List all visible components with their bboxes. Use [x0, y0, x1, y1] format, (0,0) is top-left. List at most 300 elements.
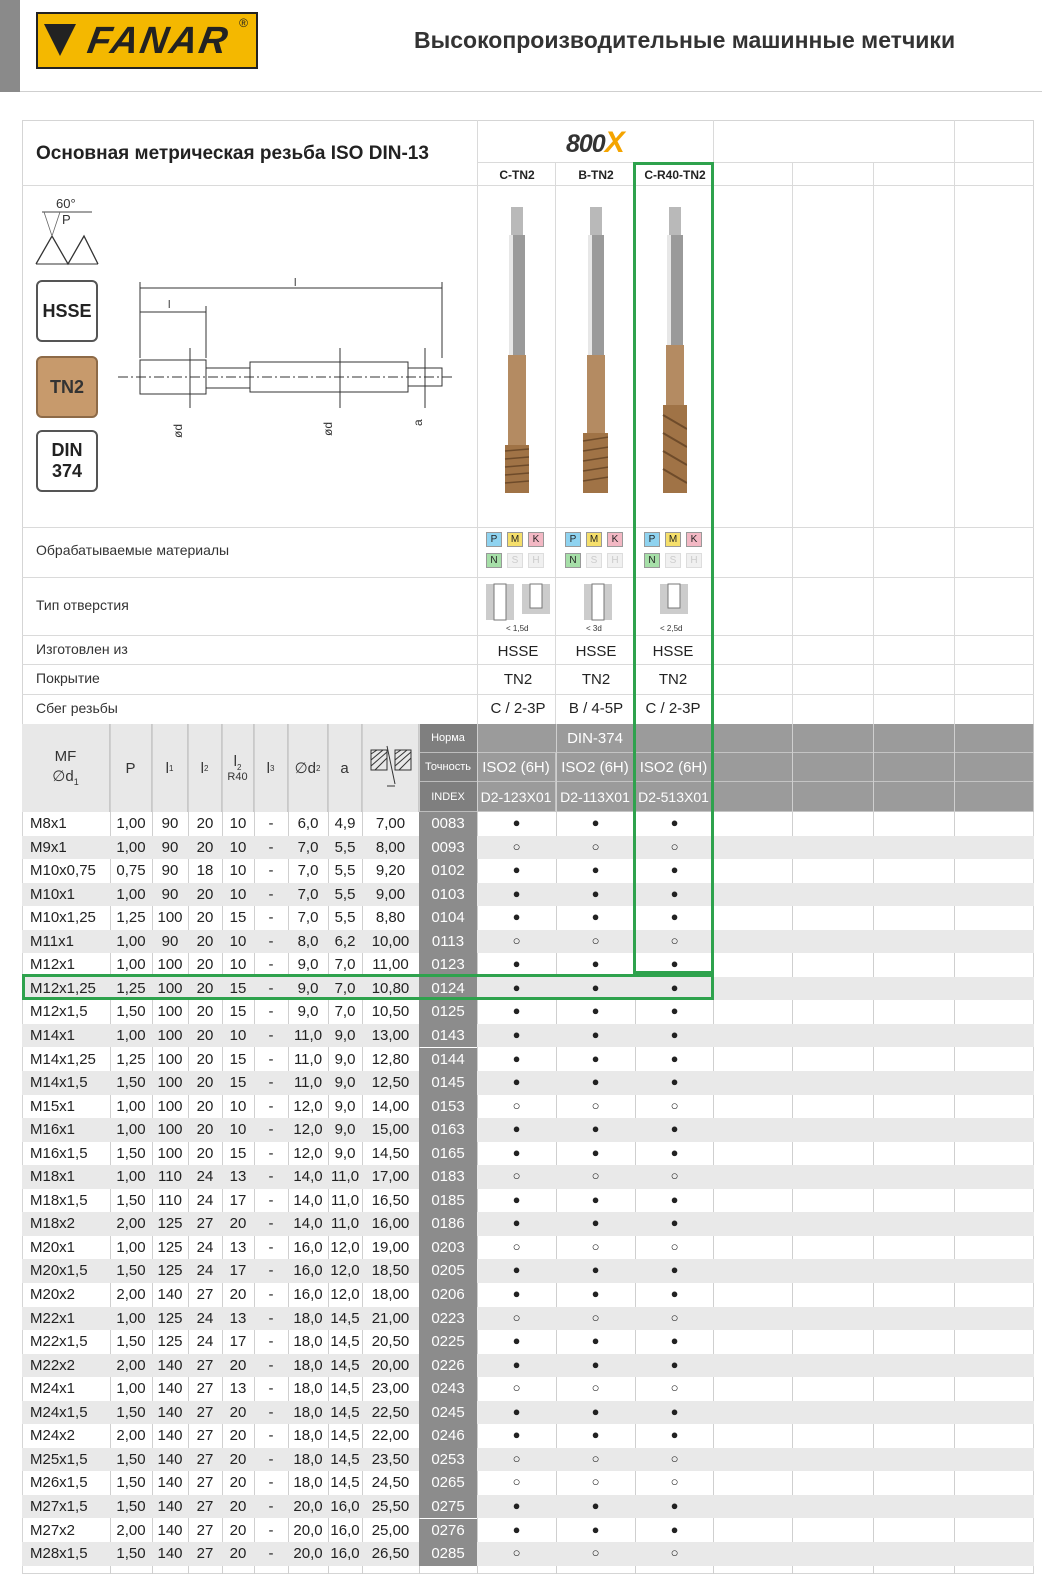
cell-l2r: 13	[229, 1309, 247, 1327]
table-row	[22, 1424, 1034, 1448]
cell-index: 0153	[419, 1095, 477, 1119]
tap-image-c-tn2	[503, 205, 529, 497]
availability-mark: ●	[670, 1121, 679, 1137]
table-row	[22, 1236, 1034, 1260]
cell-p: 2,00	[116, 1356, 146, 1374]
cell-d2: 16,0	[293, 1262, 323, 1280]
cell-p: 2,00	[116, 1521, 146, 1539]
logo-v-mark	[44, 24, 76, 56]
runout-c-r40-tn2: C / 2-3P	[645, 700, 701, 717]
availability-mark: ●	[591, 1121, 600, 1137]
grid-line	[477, 120, 478, 724]
cell-d2: 18,0	[293, 1450, 323, 1468]
cell-mf: M25x1,5	[30, 1450, 88, 1468]
material-m-0: M	[507, 532, 523, 547]
cell-p: 1,25	[116, 979, 146, 997]
norm-value: DIN-374	[567, 729, 623, 747]
cell-index: 0203	[419, 1236, 477, 1260]
cell-index: 0246	[419, 1424, 477, 1448]
cell-l3: -	[268, 838, 274, 856]
badge-din-label: DIN	[51, 440, 83, 461]
hole-type-icon-c-tn2	[484, 582, 556, 634]
cell-l3: -	[268, 815, 274, 832]
cell-l2r: 10	[229, 1026, 247, 1044]
cell-d: 21,00	[371, 1309, 410, 1327]
cell-d: 14,00	[371, 1097, 410, 1115]
cell-mf: M24x1,5	[30, 1403, 88, 1421]
table-row	[22, 1519, 1034, 1543]
cell-l1: 100	[157, 1074, 183, 1092]
cell-d2: 6,0	[297, 815, 319, 832]
cell-l3: -	[268, 1403, 274, 1421]
cell-a: 11,0	[330, 1191, 360, 1209]
cell-index: 0144	[419, 1048, 477, 1072]
cell-p: 2,00	[116, 1215, 146, 1233]
cell-index: 0124	[419, 977, 477, 1001]
availability-mark: ○	[670, 1238, 679, 1254]
availability-mark: ●	[670, 1191, 679, 1207]
cell-index: 0183	[419, 1165, 477, 1189]
brand-800x	[566, 126, 624, 160]
cell-mf: M12x1,5	[30, 1003, 88, 1021]
cell-p: 1,00	[116, 838, 146, 856]
cell-l3: -	[268, 1144, 274, 1162]
cell-l3: -	[268, 1238, 274, 1256]
availability-mark: ○	[512, 1309, 521, 1325]
brand-x-text: X	[604, 126, 624, 159]
cell-l2: 27	[196, 1521, 214, 1539]
col-header-l3: l 3	[254, 724, 288, 812]
grid-line	[873, 162, 874, 724]
cell-a: 11,0	[330, 1215, 360, 1233]
cell-l1: 90	[161, 885, 179, 903]
availability-mark: ●	[591, 1074, 600, 1090]
cell-d2: 12,0	[293, 1121, 323, 1139]
cell-l1: 140	[157, 1356, 183, 1374]
din-374-badge	[36, 430, 98, 492]
table-row	[22, 812, 1034, 836]
availability-mark: ●	[512, 1026, 521, 1042]
cell-l1: 110	[158, 1191, 182, 1209]
table-row	[22, 1189, 1034, 1213]
cell-l2r: 20	[229, 1427, 247, 1445]
cell-p: 1,00	[116, 1238, 146, 1256]
cell-p: 0,75	[116, 862, 146, 880]
cell-l3: -	[268, 1003, 274, 1021]
cell-d2: 7,0	[297, 885, 319, 903]
availability-mark: ●	[512, 1121, 521, 1137]
grid-line	[22, 635, 1034, 636]
cell-a: 9,0	[334, 1074, 356, 1092]
cell-d: 9,00	[375, 885, 406, 903]
cell-a: 7,0	[334, 979, 356, 997]
tap-technical-drawing	[110, 268, 460, 448]
cell-d: 20,00	[371, 1356, 410, 1374]
cell-d: 10,80	[371, 979, 410, 997]
cell-p: 1,50	[116, 1450, 146, 1468]
cell-l3: -	[268, 1545, 274, 1563]
material-n-0: N	[486, 553, 502, 568]
availability-mark: ○	[591, 1309, 600, 1325]
availability-mark: ●	[591, 1427, 600, 1443]
table-row	[22, 1095, 1034, 1119]
col-header-l2-r40: $l_2$ R40	[222, 724, 254, 812]
coating-c-tn2: TN2	[503, 671, 533, 688]
label-coating: Покрытие	[36, 670, 100, 686]
cell-d2: 14,0	[293, 1215, 323, 1233]
cell-d: 8,00	[375, 838, 406, 856]
cell-index: 0275	[419, 1495, 477, 1519]
col-header-a: a	[328, 724, 362, 812]
cell-l2: 20	[196, 956, 214, 974]
cell-p: 1,25	[116, 1050, 146, 1068]
availability-mark: ○	[512, 1545, 521, 1561]
availability-mark: ○	[512, 1168, 521, 1184]
availability-mark: ●	[591, 1144, 600, 1160]
cell-l2: 27	[196, 1474, 214, 1492]
cell-d: 19,00	[371, 1238, 410, 1256]
accuracy-label: Точность	[419, 753, 477, 782]
cell-d2: 18,0	[293, 1403, 323, 1421]
availability-mark: ●	[670, 909, 679, 925]
cell-l2: 27	[196, 1427, 214, 1445]
availability-mark: ○	[591, 1380, 600, 1396]
material-h-0: H	[528, 553, 544, 568]
availability-mark: ●	[670, 1050, 679, 1066]
product-code-c-r40-tn2: C-R40-TN2	[644, 168, 706, 182]
cell-p: 2,00	[116, 1286, 146, 1303]
index-c-r40-tn2: D2-513X01	[635, 782, 713, 812]
table-row	[22, 836, 1034, 860]
cell-l2: 24	[196, 1309, 214, 1327]
cell-d2: 11,0	[293, 1026, 323, 1044]
cell-l2: 24	[196, 1262, 214, 1280]
col-header-d2: ∅d 2	[288, 724, 328, 812]
cell-l1: 100	[157, 956, 183, 974]
cell-l3: -	[268, 1050, 274, 1068]
material-h-1: H	[607, 553, 623, 568]
cell-d: 24,50	[371, 1474, 410, 1492]
cell-d: 16,00	[371, 1215, 410, 1233]
cell-index: 0165	[419, 1142, 477, 1166]
availability-mark: ○	[512, 1380, 521, 1396]
cell-d: 18,50	[371, 1262, 410, 1280]
col-header-p: P	[110, 724, 152, 812]
cell-mf: M15x1	[30, 1097, 76, 1115]
grid-line	[792, 162, 793, 724]
cell-l3: -	[268, 1450, 274, 1468]
cell-l1: 100	[157, 1026, 183, 1044]
cell-l2: 27	[196, 1380, 214, 1398]
cell-l2r: 15	[229, 1003, 247, 1021]
availability-mark: ●	[512, 885, 521, 901]
cell-l1: 140	[157, 1403, 183, 1421]
availability-mark: ●	[512, 1427, 521, 1443]
cell-l2: 20	[196, 1144, 214, 1162]
availability-mark: ●	[512, 1497, 521, 1513]
cell-l1: 100	[157, 909, 183, 927]
cell-mf: M20x1	[30, 1238, 76, 1256]
tap-image-b-tn2	[582, 205, 608, 497]
cell-l2: 20	[196, 1003, 214, 1021]
cell-l3: -	[268, 1074, 274, 1092]
cell-l2r: 15	[229, 909, 247, 927]
cell-a: 12,0	[330, 1238, 360, 1256]
l1-label: l	[294, 277, 297, 289]
label-made-of: Изготовлен из	[36, 641, 128, 657]
cell-l1: 140	[157, 1286, 183, 1303]
cell-mf: M26x1,5	[30, 1474, 88, 1492]
availability-mark: ●	[670, 1403, 679, 1419]
cell-a: 7,0	[334, 956, 356, 974]
cell-p: 1,00	[116, 932, 146, 950]
coating-c-r40-tn2: TN2	[658, 671, 688, 688]
availability-mark: ○	[512, 1097, 521, 1113]
made-of-c-r40-tn2: HSSE	[652, 643, 694, 660]
availability-mark: ○	[591, 1474, 600, 1490]
cell-l2r: 10	[229, 1097, 247, 1115]
cell-mf: M10x0,75	[30, 862, 96, 880]
cell-p: 1,00	[116, 1026, 146, 1044]
cell-d2: 18,0	[293, 1356, 323, 1374]
made-of-b-tn2: HSSE	[575, 643, 617, 660]
cell-mf: M22x1,5	[30, 1333, 88, 1351]
cell-d: 10,50	[371, 1003, 410, 1021]
cell-a: 14,5	[330, 1380, 360, 1398]
hole-type-icon-b-tn2	[580, 582, 620, 634]
cell-p: 1,50	[116, 1333, 146, 1351]
cell-mf: M14x1,25	[30, 1050, 96, 1068]
cell-p: 1,00	[116, 956, 146, 974]
cell-d2: 14,0	[293, 1191, 323, 1209]
cell-mf: M11x1	[30, 932, 74, 950]
cell-a: 16,0	[330, 1545, 360, 1563]
cell-a: 9,0	[334, 1121, 356, 1139]
cell-a: 7,0	[334, 1003, 356, 1021]
hole-note-c-tn2: < 1,5d	[506, 624, 529, 633]
material-p-1: P	[565, 532, 581, 547]
material-n-2: N	[644, 553, 660, 568]
cell-p: 1,00	[116, 1380, 146, 1398]
table-row	[22, 1330, 1034, 1354]
cell-a: 14,5	[330, 1474, 360, 1492]
cell-mf: M24x2	[30, 1427, 76, 1445]
cell-l2: 27	[196, 1497, 214, 1515]
cell-l1: 100	[157, 1144, 183, 1162]
norm-label: Норма	[419, 724, 477, 753]
cell-d2: 18,0	[293, 1380, 323, 1398]
cell-l2: 27	[196, 1450, 214, 1468]
cell-l3: -	[268, 1191, 274, 1209]
cell-l3: -	[268, 979, 274, 997]
cell-a: 11,0	[330, 1168, 360, 1186]
cell-index: 0125	[419, 1000, 477, 1024]
availability-mark: ●	[591, 1262, 600, 1278]
cell-d2: 18,0	[293, 1427, 323, 1445]
cell-l1: 125	[157, 1309, 183, 1327]
cell-mf: M22x2	[30, 1356, 76, 1374]
cell-d2: 18,0	[293, 1474, 323, 1492]
cell-index: 0113	[419, 930, 477, 954]
cell-l2: 24	[196, 1333, 214, 1351]
cell-a: 12,0	[330, 1286, 360, 1303]
material-m-1: M	[586, 532, 602, 547]
cell-d: 16,50	[371, 1191, 410, 1209]
cell-l2r: 17	[229, 1262, 247, 1280]
cell-l2: 20	[196, 932, 214, 950]
cell-p: 1,25	[116, 909, 146, 927]
cell-d: 25,50	[371, 1497, 410, 1515]
availability-mark: ●	[512, 909, 521, 925]
cell-l3: -	[268, 1262, 274, 1280]
cell-l2r: 13	[229, 1238, 247, 1256]
cell-l2: 20	[196, 1097, 214, 1115]
availability-mark: ●	[591, 909, 600, 925]
cell-d: 9,20	[375, 862, 406, 880]
cell-d: 26,50	[371, 1545, 410, 1563]
coating-b-tn2: TN2	[581, 671, 611, 688]
availability-mark: ●	[670, 1003, 679, 1019]
grid-line	[954, 120, 955, 724]
cell-mf: M9x1	[30, 838, 67, 856]
label-materials: Обрабатываемые материалы	[36, 542, 230, 558]
material-k-1: K	[607, 532, 623, 547]
availability-mark: ●	[670, 1215, 679, 1231]
cell-d: 23,00	[371, 1380, 410, 1398]
cell-l2r: 17	[229, 1191, 247, 1209]
accuracy-c-tn2: ISO2 (6H)	[477, 753, 556, 782]
availability-mark: ●	[591, 1333, 600, 1349]
cell-d: 14,50	[371, 1144, 410, 1162]
availability-mark: ●	[670, 1262, 679, 1278]
table-row	[22, 1495, 1034, 1519]
availability-mark: ○	[670, 1545, 679, 1561]
cell-l3: -	[268, 1215, 274, 1233]
cell-l2r: 10	[229, 956, 247, 974]
cell-l2: 20	[196, 1074, 214, 1092]
availability-mark: ●	[670, 1497, 679, 1513]
cell-index: 0285	[419, 1542, 477, 1566]
availability-mark: ○	[670, 1168, 679, 1184]
cell-l2r: 20	[229, 1521, 247, 1539]
material-hsse-badge	[36, 280, 98, 342]
cell-p: 1,50	[116, 1074, 146, 1092]
availability-mark: ○	[591, 1238, 600, 1254]
cell-l1: 140	[157, 1521, 183, 1539]
cell-index: 0143	[419, 1024, 477, 1048]
cell-l2: 27	[196, 1356, 214, 1374]
cell-a: 16,0	[330, 1497, 360, 1515]
table-row	[22, 1448, 1034, 1472]
cell-d2: 18,0	[293, 1309, 323, 1327]
badge-din-number: 374	[51, 461, 83, 481]
section-title: Основная метрическая резьба ISO DIN-13	[36, 143, 429, 164]
cell-p: 1,00	[116, 1309, 146, 1327]
cell-d2: 18,0	[293, 1333, 323, 1351]
fanar-logo	[36, 12, 258, 69]
cell-index: 0185	[419, 1189, 477, 1213]
table-row	[22, 906, 1034, 930]
cell-l3: -	[268, 1286, 274, 1303]
index-b-tn2: D2-113X01	[556, 782, 635, 812]
table-row	[22, 1212, 1034, 1236]
table-row	[22, 1142, 1034, 1166]
cell-a: 6,2	[334, 932, 356, 950]
grid-line	[22, 527, 1034, 528]
cell-mf: M12x1,25	[30, 979, 96, 997]
availability-mark: ●	[591, 1356, 600, 1372]
cell-l3: -	[268, 956, 274, 974]
cell-p: 1,50	[116, 1191, 146, 1209]
cell-p: 1,50	[116, 1144, 146, 1162]
cell-p: 1,00	[116, 815, 146, 832]
cell-mf: M27x2	[30, 1521, 76, 1539]
availability-mark: ●	[512, 979, 521, 995]
cell-d: 7,00	[375, 815, 406, 832]
table-row	[22, 883, 1034, 907]
cell-l2: 24	[196, 1238, 214, 1256]
cell-mf: M14x1,5	[30, 1074, 88, 1092]
availability-mark: ●	[670, 1144, 679, 1160]
cell-mf: M12x1	[30, 956, 76, 974]
cell-l1: 125	[157, 1215, 183, 1233]
logo-text: FANAR	[84, 20, 233, 62]
cell-d2: 20,0	[293, 1521, 323, 1539]
table-row	[22, 1471, 1034, 1495]
availability-mark: ●	[591, 885, 600, 901]
cell-l2r: 10	[229, 815, 247, 832]
cell-l3: -	[268, 1168, 274, 1186]
cell-l2r: 15	[229, 979, 247, 997]
availability-mark: ●	[670, 1026, 679, 1042]
table-row	[22, 1118, 1034, 1142]
cell-l2: 20	[196, 815, 214, 832]
cell-mf: M16x1	[30, 1121, 76, 1139]
cell-index: 0245	[419, 1401, 477, 1425]
cell-l2r: 10	[229, 1121, 247, 1139]
availability-mark: ○	[591, 1450, 600, 1466]
cell-index: 0186	[419, 1212, 477, 1236]
cell-index: 0163	[419, 1118, 477, 1142]
cell-p: 1,50	[116, 1545, 146, 1563]
cell-d2: 20,0	[293, 1497, 323, 1515]
table-row	[22, 1259, 1034, 1283]
table-row	[22, 1401, 1034, 1425]
cell-l2r: 15	[229, 1074, 247, 1092]
cell-l3: -	[268, 1427, 274, 1445]
cell-p: 1,50	[116, 1497, 146, 1515]
cell-l2r: 20	[229, 1474, 247, 1492]
cell-l3: -	[268, 885, 274, 903]
brand-800-text: 800	[566, 130, 605, 158]
cell-a: 14,5	[330, 1403, 360, 1421]
cell-l2: 20	[196, 909, 214, 927]
cell-a: 14,5	[330, 1427, 360, 1445]
highlight-column-c-r40-tn2	[633, 162, 714, 974]
badge-tn2-label: TN2	[49, 376, 84, 397]
availability-mark: ●	[512, 1286, 521, 1301]
availability-mark: ●	[670, 956, 679, 972]
material-s-1: S	[586, 553, 602, 568]
availability-mark: ●	[670, 1074, 679, 1090]
availability-mark: ●	[591, 815, 600, 830]
cell-a: 5,5	[334, 862, 356, 880]
availability-mark: ●	[591, 862, 600, 878]
cell-d: 22,00	[371, 1427, 410, 1445]
cell-d2: 9,0	[297, 979, 319, 997]
runout-b-tn2: B / 4-5P	[568, 700, 624, 717]
material-s-2: S	[665, 553, 681, 568]
